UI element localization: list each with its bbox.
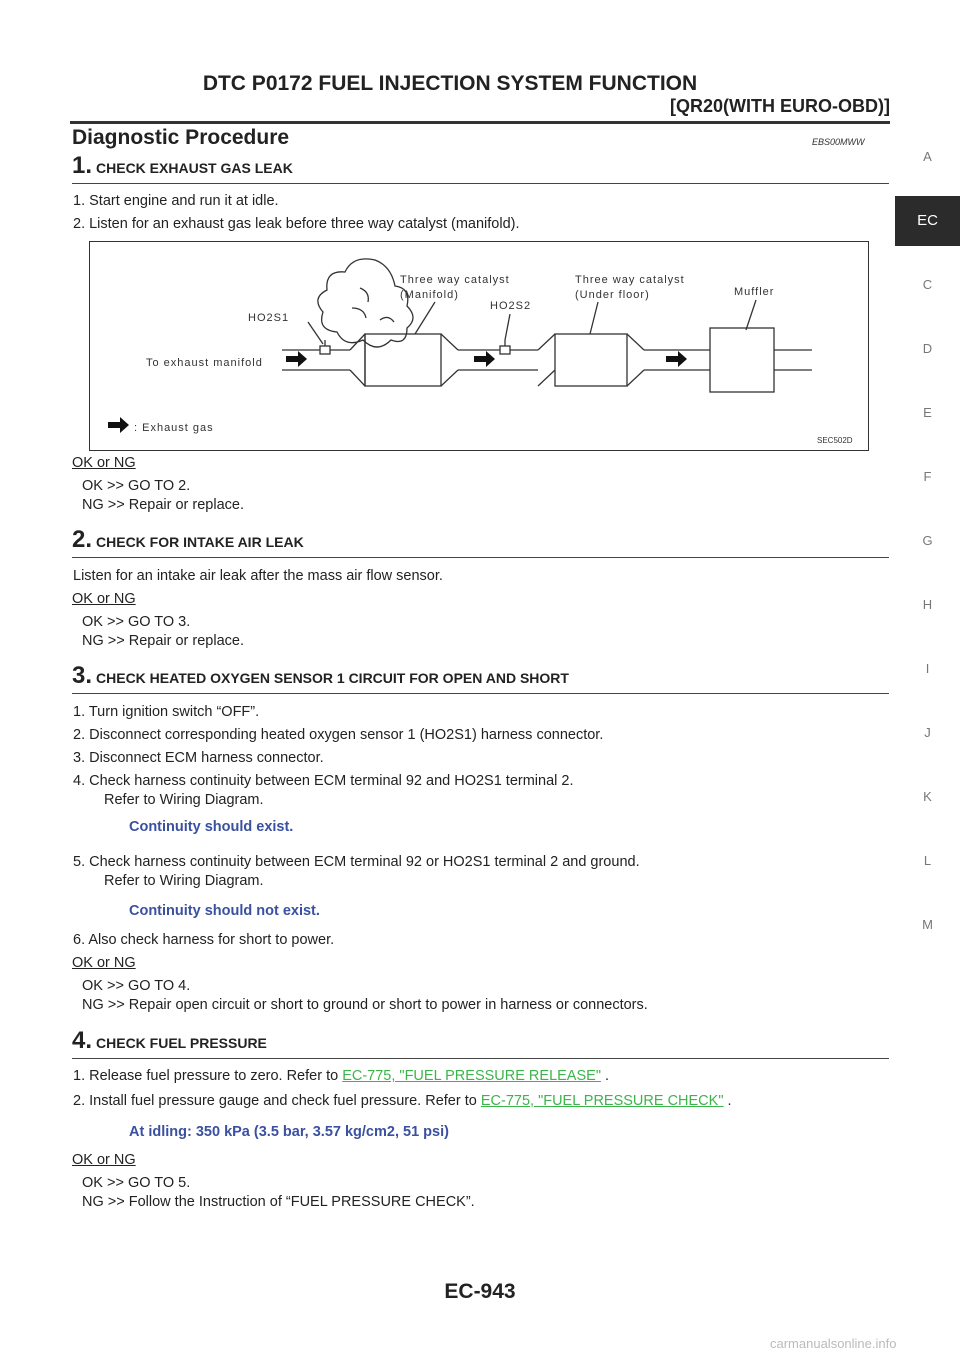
page-number: EC-943 <box>444 1280 516 1303</box>
step-3-rule <box>72 693 889 694</box>
step-4-item-2: 2. Install fuel pressure gauge and check fuel pressure. Refer to EC-775, "FUEL PRESSURE CHECK" . <box>73 1093 732 1109</box>
sidebar-tab-g[interactable]: G <box>922 533 933 548</box>
step-4-ng: NG >> Follow the Instruction of “FUEL PRESSURE CHECK”. <box>82 1194 475 1210</box>
step-1-rule <box>72 183 889 184</box>
exhaust-system-diagram <box>89 241 869 451</box>
step-3-item-3: 3. Disconnect ECM harness connector. <box>73 750 324 766</box>
sidebar-tab-a[interactable]: A <box>923 149 932 164</box>
page-header-subtitle: [QR20(WITH EURO-OBD)] <box>670 96 890 116</box>
step-1-okng: OK or NG <box>72 455 136 471</box>
sidebar-tab-c[interactable]: C <box>922 277 933 292</box>
step-4-ok: OK >> GO TO 5. <box>82 1175 191 1191</box>
label-ho2s1: HO2S1 <box>248 312 290 324</box>
step-1-item-2: 2. Listen for an exhaust gas leak before three way catalyst (manifold). <box>73 216 520 232</box>
step-3-heading: 3. CHECK HEATED OXYGEN SENSOR 1 CIRCUIT FOR OPEN AND SHORT <box>72 662 569 689</box>
sidebar-tab-l[interactable]: L <box>923 853 932 868</box>
sidebar-tab-f[interactable]: F <box>923 469 932 484</box>
step-4-rule <box>72 1058 889 1059</box>
label-twc-manifold-2: (Manifold) <box>400 289 459 301</box>
sidebar-tab-h[interactable]: H <box>922 597 933 612</box>
page-header-title: DTC P0172 FUEL INJECTION SYSTEM FUNCTION <box>202 72 698 95</box>
header-rule <box>70 121 890 124</box>
sidebar-tab-m[interactable]: M <box>922 917 933 932</box>
step-3-item-2: 2. Disconnect corresponding heated oxygen sensor 1 (HO2S1) harness connector. <box>73 727 604 743</box>
sidebar-tab-j[interactable]: J <box>924 725 931 740</box>
sidebar-tab-k[interactable]: K <box>923 789 932 804</box>
step-4-okng: OK or NG <box>72 1152 136 1168</box>
sidebar-tab-d[interactable]: D <box>922 341 933 356</box>
link-fuel-pressure-check[interactable]: EC-775, "FUEL PRESSURE CHECK" <box>480 1093 724 1109</box>
step-3-ng: NG >> Repair open circuit or short to ground or short to power in harness or connectors. <box>82 997 648 1013</box>
step-2-rule <box>72 557 889 558</box>
step-3-item-6: 6. Also check harness for short to power. <box>73 932 335 948</box>
step-2-okng: OK or NG <box>72 591 136 607</box>
step-4-heading: 4. CHECK FUEL PRESSURE <box>72 1027 267 1054</box>
step-2-heading: 2. CHECK FOR INTAKE AIR LEAK <box>72 526 304 553</box>
step-1-ng: NG >> Repair or replace. <box>82 497 244 513</box>
label-twc-under-1: Three way catalyst <box>575 274 685 286</box>
step-2-ng: NG >> Repair or replace. <box>82 633 244 649</box>
section-title: Diagnostic Procedure <box>72 126 290 149</box>
label-twc-under-2: (Under floor) <box>575 289 650 301</box>
step-3-item-5-ref: Refer to Wiring Diagram. <box>104 873 264 889</box>
step-3-spec-1: Continuity should exist. <box>129 819 294 835</box>
section-code: EBS00MWW <box>812 137 865 147</box>
label-muffler: Muffler <box>734 286 775 298</box>
step-3-ok: OK >> GO TO 4. <box>82 978 191 994</box>
step-3-item-5: 5. Check harness continuity between ECM terminal 92 or HO2S1 terminal 2 and ground. <box>73 854 640 870</box>
step-1-item-1: 1. Start engine and run it at idle. <box>73 193 279 209</box>
step-1-heading: 1. CHECK EXHAUST GAS LEAK <box>72 152 293 179</box>
sidebar-tab-ec[interactable]: EC <box>895 196 960 246</box>
link-fuel-pressure-release[interactable]: EC-775, "FUEL PRESSURE RELEASE" <box>342 1068 601 1084</box>
step-2-text: Listen for an intake air leak after the mass air flow sensor. <box>73 568 443 584</box>
sidebar-tab-i[interactable]: I <box>925 661 930 676</box>
watermark: carmanualsonline.info <box>770 1336 897 1351</box>
sidebar-tab-e[interactable]: E <box>923 405 932 420</box>
label-exhaust-manifold: To exhaust manifold <box>146 357 263 369</box>
step-4-spec: At idling: 350 kPa (3.5 bar, 3.57 kg/cm2, 51 psi) <box>129 1124 449 1140</box>
label-twc-manifold-1: Three way catalyst <box>400 274 510 286</box>
step-4-item-1: 1. Release fuel pressure to zero. Refer to EC-775, "FUEL PRESSURE RELEASE" . <box>73 1068 610 1084</box>
step-3-item-4: 4. Check harness continuity between ECM terminal 92 and HO2S1 terminal 2. <box>73 773 574 789</box>
step-3-item-1: 1. Turn ignition switch “OFF”. <box>73 704 260 720</box>
label-ho2s2: HO2S2 <box>490 300 532 312</box>
step-2-ok: OK >> GO TO 3. <box>82 614 191 630</box>
step-3-spec-2: Continuity should not exist. <box>129 903 320 919</box>
step-1-ok: OK >> GO TO 2. <box>82 478 191 494</box>
diagram-code: SEC502D <box>817 436 853 445</box>
step-3-okng: OK or NG <box>72 955 136 971</box>
diagram-legend: : Exhaust gas <box>134 422 214 434</box>
step-3-item-4-ref: Refer to Wiring Diagram. <box>104 792 264 808</box>
